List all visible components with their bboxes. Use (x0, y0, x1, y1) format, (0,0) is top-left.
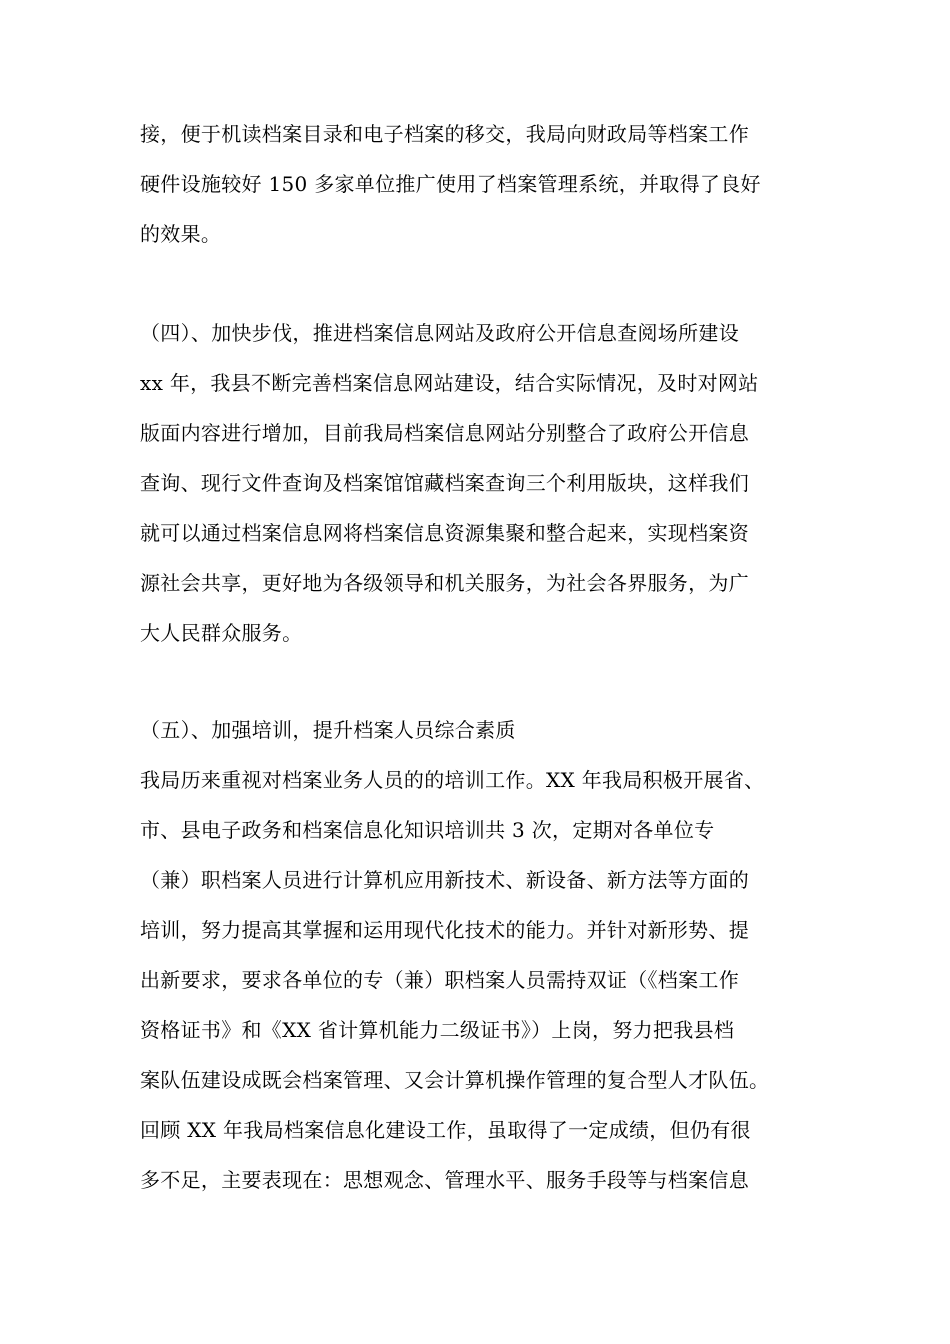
paragraph-line: 就可以通过档案信息网将档案信息资源集聚和整合起来，实现档案资 (140, 521, 749, 545)
paragraph-line: 硬件设施较好 150 多家单位推广使用了档案管理系统，并取得了良好 (140, 172, 761, 196)
paragraph-line: 查询、现行文件查询及档案馆馆藏档案查询三个利用版块，这样我们 (140, 471, 749, 495)
paragraph-line: （兼）职档案人员进行计算机应用新技术、新设备、新方法等方面的 (140, 868, 749, 892)
paragraph-line: 出新要求，要求各单位的专（兼）职档案人员需持双证（《档案工作 (140, 968, 739, 992)
paragraph-line: 市、县电子政务和档案信息化知识培训共 3 次，定期对各单位专 (140, 818, 715, 842)
paragraph-line: 多不足，主要表现在：思想观念、管理水平、服务手段等与档案信息 (140, 1168, 749, 1192)
paragraph-line: 版面内容进行增加，目前我局档案信息网站分别整合了政府公开信息 (140, 421, 749, 445)
paragraph-line: 资格证书》和《XX 省计算机能力二级证书》）上岗，努力把我县档 (140, 1018, 735, 1042)
paragraph-line: 的效果。 (140, 222, 222, 246)
paragraph-line: 接，便于机读档案目录和电子档案的移交，我局向财政局等档案工作 (140, 122, 749, 146)
paragraph-line: 我局历来重视对档案业务人员的的培训工作。XX 年我局积极开展省、 (140, 768, 765, 792)
paragraph-line: 大人民群众服务。 (140, 621, 303, 645)
paragraph-line: 源社会共享，更好地为各级领导和机关服务，为社会各界服务，为广 (140, 571, 749, 595)
section-heading: （四）、加快步伐，推进档案信息网站及政府公开信息查阅场所建设 (140, 321, 739, 345)
paragraph-line: 案队伍建设成既会档案管理、又会计算机操作管理的复合型人才队伍。 (140, 1068, 770, 1092)
paragraph-line: 培训，努力提高其掌握和运用现代化技术的能力。并针对新形势、提 (140, 918, 749, 942)
paragraph-line: xx 年，我县不断完善档案信息网站建设，结合实际情况，及时对网站 (140, 371, 759, 395)
paragraph-line: 回顾 XX 年我局档案信息化建设工作，虽取得了一定成绩，但仍有很 (140, 1118, 751, 1142)
section-heading: （五）、加强培训，提升档案人员综合素质 (140, 718, 516, 742)
